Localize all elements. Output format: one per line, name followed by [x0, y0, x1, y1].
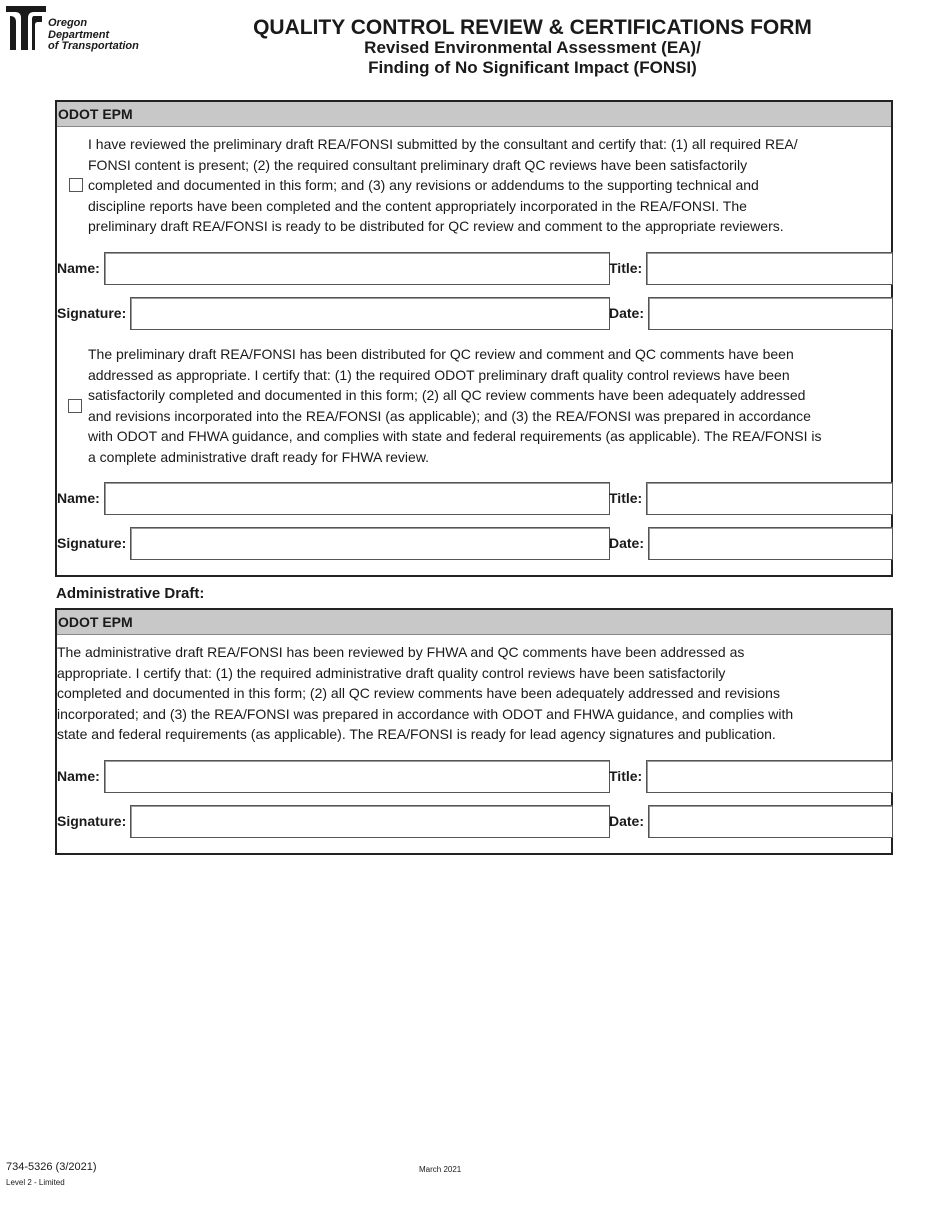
signature-field[interactable] [130, 805, 610, 838]
text-line: with ODOT and FHWA guidance, and complies with state and federal requirements (as applicable). The REA/FONSI is [88, 428, 822, 445]
cert1-text [88, 134, 893, 237]
text-line: appropriate. I certify that: (1) the required administrative draft quality control reviews have been satisfactorily [57, 664, 726, 681]
section-heading: ODOT EPM [57, 102, 891, 127]
odot-logo-icon [4, 4, 48, 52]
text-line: a complete administrative draft ready for FHWA review. [88, 448, 430, 465]
preliminary-draft-section [55, 100, 893, 577]
form-title: QUALITY CONTROL REVIEW & CERTIFICATIONS FORM [253, 16, 812, 39]
title-field[interactable] [646, 482, 893, 515]
signature-field[interactable] [130, 527, 610, 560]
name-label: Name: [57, 260, 100, 276]
name-field[interactable] [104, 760, 610, 793]
cert2-checkbox[interactable] [68, 399, 82, 413]
signature-field[interactable] [130, 297, 610, 330]
name-label: Name: [57, 768, 100, 784]
signature-label: Signature: [57, 535, 127, 551]
name-label: Name: [57, 490, 100, 506]
signature-label: Signature: [57, 813, 127, 829]
name-field[interactable] [104, 252, 610, 285]
administrative-draft-heading: Administrative Draft: [56, 585, 205, 602]
logo-text-line: Oregon [48, 17, 88, 29]
title-label: Title: [609, 260, 643, 276]
logo-text-line: of Transportation [48, 40, 139, 52]
title-label: Title: [609, 768, 643, 784]
text-line: completed and documented in this form; (2) all QC review comments have been adequately addressed and revisions [57, 685, 780, 702]
section-heading: ODOT EPM [57, 610, 891, 635]
form-subtitle [200, 38, 865, 78]
signature-label: Signature: [57, 305, 127, 321]
text-line: preliminary draft REA/FONSI is ready to be distributed for QC review and comment to the appropriate reviewers. [88, 218, 784, 235]
title-label: Title: [609, 490, 643, 506]
text-line: FONSI content is present; (2) the required consultant preliminary draft QC reviews have been satisfactorily [88, 156, 748, 173]
form-code: 734-5326 (3/2021) [6, 1161, 97, 1173]
text-line: discipline reports have been completed and the content appropriately incorporated in the REA/FONSI. The [88, 197, 747, 214]
logo-text-line: Department [48, 28, 110, 41]
date-label: Date: [609, 813, 645, 829]
text-line: addressed as appropriate. I certify that: (1) the required ODOT preliminary draft quality control reviews have been [88, 366, 790, 383]
title-field[interactable] [646, 760, 893, 793]
admin-cert-text [57, 642, 893, 745]
logo-text [48, 18, 139, 53]
cert2-text [88, 344, 896, 468]
security-level: Level 2 - Limited [6, 1178, 65, 1187]
text-line: satisfactorily completed and documented in this form; (2) all QC review comments have been adequately addressed [88, 387, 806, 404]
text-line: The preliminary draft REA/FONSI has been distributed for QC review and comment and QC comments have been [88, 346, 794, 362]
text-line: state and federal requirements (as applicable). The REA/FONSI is ready for lead agency signatures and publication. [57, 726, 776, 743]
date-label: Date: [609, 305, 645, 321]
date-field[interactable] [648, 297, 893, 330]
subtitle-line: Revised Environmental Assessment (EA)/ [364, 38, 701, 57]
revision-date: March 2021 [419, 1165, 462, 1174]
text-line: completed and documented in this form; and (3) any revisions or addendums to the supporting technical and [88, 177, 759, 194]
subtitle-line: Finding of No Significant Impact (FONSI) [368, 58, 697, 77]
administrative-draft-section [55, 608, 893, 855]
text-line: and revisions incorporated into the REA/FONSI (as applicable); and (3) the REA/FONSI was prepared in accordance [88, 407, 811, 424]
text-line: I have reviewed the preliminary draft REA/FONSI submitted by the consultant and certify that: (1) all required REA/ [88, 136, 798, 152]
name-field[interactable] [104, 482, 610, 515]
date-field[interactable] [648, 527, 893, 560]
date-label: Date: [609, 535, 645, 551]
text-line: The administrative draft REA/FONSI has been reviewed by FHWA and QC comments have been addressed as [57, 644, 745, 660]
cert1-checkbox[interactable] [69, 178, 83, 192]
title-field[interactable] [646, 252, 893, 285]
date-field[interactable] [648, 805, 893, 838]
text-line: incorporated; and (3) the REA/FONSI was prepared in accordance with ODOT and FHWA guidance, and complies with [57, 705, 794, 722]
